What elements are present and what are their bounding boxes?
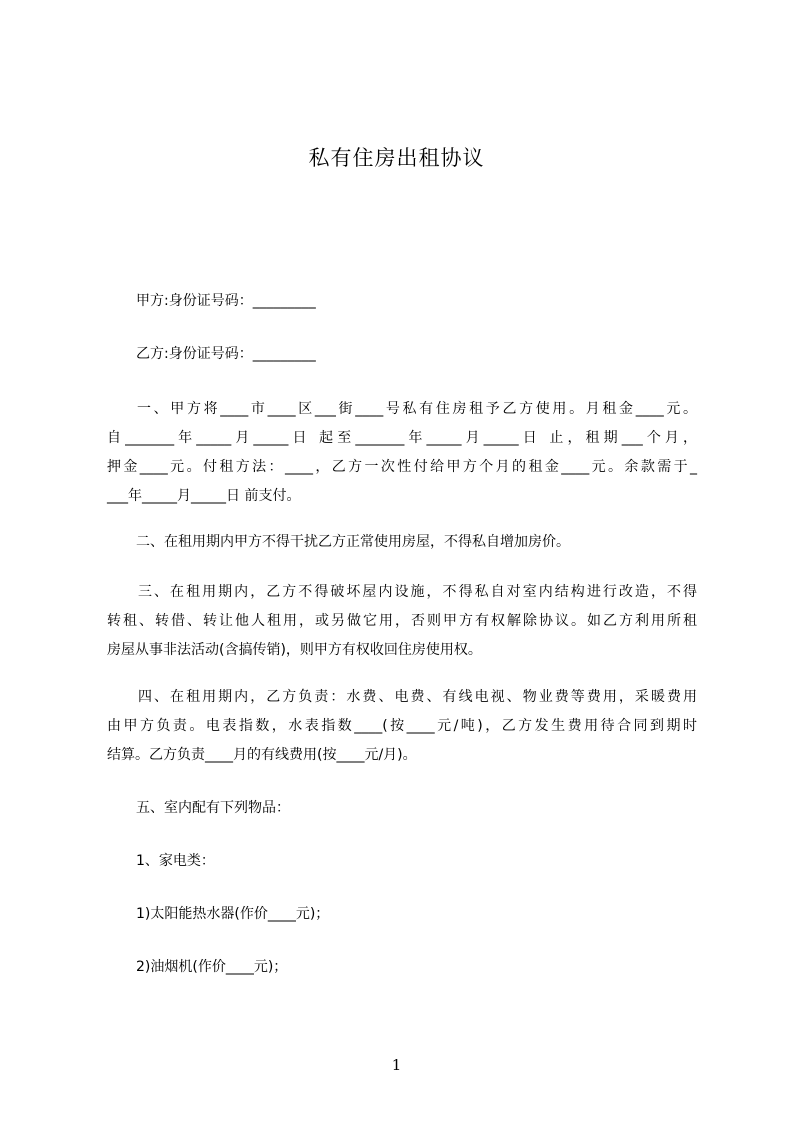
- clause-3-line: 转租、转借、转让他人租用，或另做它用，否则甲方有权解除协议。如乙方利用所租: [107, 613, 697, 629]
- clause-2: 二、在租用期内甲方不得干扰乙方正常使用房屋，不得私自增加房价。: [136, 534, 570, 550]
- item-solar-water-heater: 1)太阳能热水器(作价____元)；: [136, 906, 330, 922]
- clause-1: [107, 400, 697, 516]
- clause-5: 五、室内配有下列物品：: [136, 800, 290, 816]
- clause-1-line: 自_______年_____月_____日 起至_______年_____月_____日 止，租期___个月，: [107, 430, 697, 446]
- clause-3-line: 房屋从事非法活动(含搞传销)，则甲方有权收回住房使用权。: [107, 642, 482, 658]
- clause-4-line: 结算。乙方负责____月的有线费用(按____元/月)。: [107, 747, 417, 763]
- document-title: 私有住房出租协议: [308, 146, 485, 170]
- clause-1-line: 一、甲方将____市____区___街____号私有住房租予乙方使用。月租金____元。: [137, 401, 697, 417]
- page-number: 1: [391, 1056, 402, 1074]
- clause-1-line: ___年_____月_____日 前支付。: [107, 488, 301, 504]
- clause-4-line: 由甲方负责。电表指数，水表指数____(按____元/吨)，乙方发生费用待合同到期时: [107, 718, 697, 734]
- clause-1-line: 押金____元。付租方法：____，乙方一次性付给甲方个月的租金____元。余款需于_: [107, 459, 697, 475]
- item-range-hood: 2)油烟机(作价____元)；: [136, 959, 288, 975]
- party-a-line: 甲方:身份证号码：_________: [136, 293, 316, 309]
- party-b-line: 乙方:身份证号码：_________: [136, 346, 316, 362]
- clause-4-line: 四、在租用期内，乙方负责：水费、电费、有线电视、物业费等费用，采暖费用: [138, 689, 697, 705]
- clause-3-line: 三、在租用期内，乙方不得破坏屋内设施，不得私自对室内结构进行改造，不得: [138, 584, 697, 600]
- item-category-appliances: 1、家电类：: [136, 853, 215, 869]
- clause-3: [107, 583, 697, 670]
- clause-4: [107, 688, 697, 775]
